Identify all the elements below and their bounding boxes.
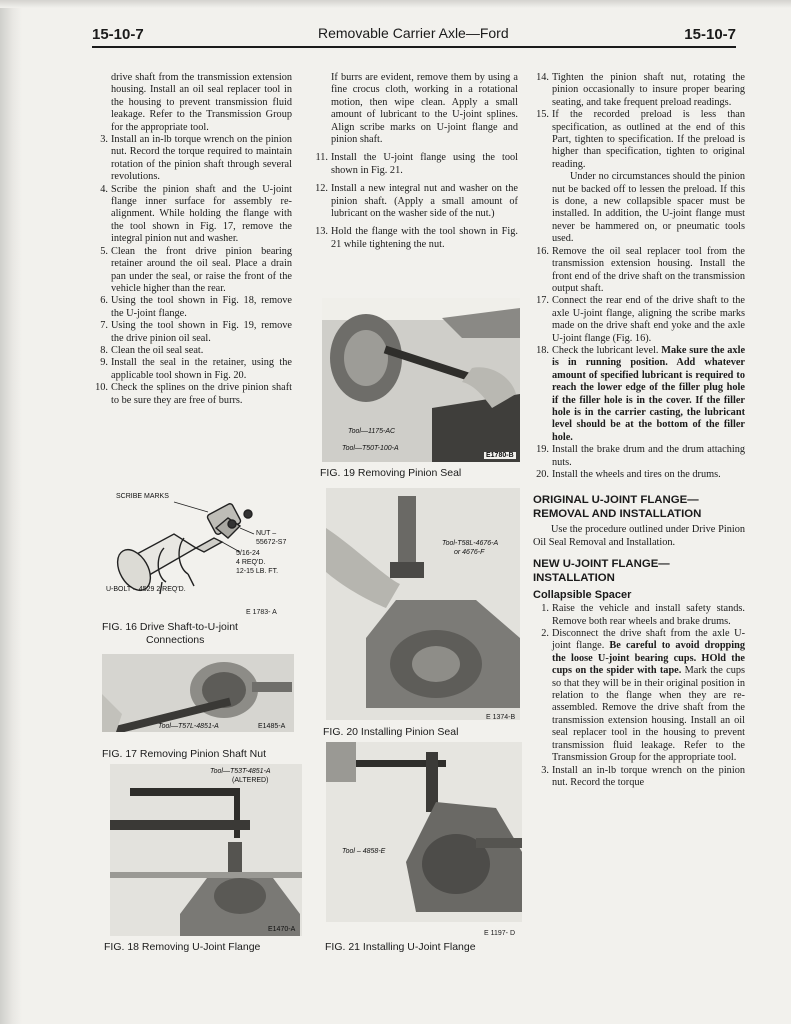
page-top-shadow xyxy=(0,0,791,8)
figure-20-photo xyxy=(326,488,520,720)
step-item: 10. Check the splines on the drive pinion shaft to be sure they are free of burrs. xyxy=(95,382,292,406)
fig17-caption: FIG. 17 Removing Pinion Shaft Nut xyxy=(102,748,266,760)
fig21-code: E 1197- D xyxy=(484,930,515,937)
step-item: 16. Remove the oil seal replacer tool from the transmission extension housing. Install the front end of the drive shaft on the transmission output shaft. xyxy=(536,245,745,294)
fig16-label-spec3: 12-15 LB. FT. xyxy=(236,568,279,575)
pinion-seal-removal-photo xyxy=(322,298,520,462)
fig20-caption: FIG. 20 Installing Pinion Seal xyxy=(323,726,459,738)
step-item: 14. Tighten the pinion shaft nut, rotating the pinion occasionally to insure proper bearing seating, and take frequent preload readings. xyxy=(536,72,745,108)
figure-17-photo xyxy=(102,654,294,732)
u-joint-flange-photo xyxy=(110,764,302,936)
section-text-original-flange: Use the procedure outlined under Drive Pinion Oil Seal Removal and Installation. xyxy=(533,524,745,548)
step-item: 7. Using the tool shown in Fig. 19, remove the drive pinion oil seal. xyxy=(100,320,292,344)
fig19-tool-label-2: Tool—T50T-100-A xyxy=(342,445,399,452)
running-title: Removable Carrier Axle—Ford xyxy=(318,25,509,41)
fig21-tool-label: Tool – 4858-E xyxy=(342,848,386,855)
step-item: 2. Disconnect the drive shaft from the axle U-joint flange. Be careful to avoid dropping the loose U-joint bearing cups. HOld the cups on the spider with tape. Mark the cups so that they will be in their original position in relation to the flange when they are re-assembled. Remove the drive shaft from the transmission extension housing. Install an oil seal replacer tool in the housing to prevent transmission fluid leakage. Refer to the Transmission Group for the appropriate tool. xyxy=(541,628,746,764)
fig20-tool-label-2: or 4676-F xyxy=(454,549,485,556)
fig16-label-scribe: SCRIBE MARKS xyxy=(116,493,169,500)
header-rule xyxy=(92,46,736,48)
fig19-code: E1780-B xyxy=(486,452,514,459)
fig16-label-nut: NUT – xyxy=(256,530,277,537)
figure-16-diagram xyxy=(104,490,304,618)
fig16-code: E 1783- A xyxy=(246,609,277,616)
step-item: 5. Clean the front drive pinion bearing retainer around the oil seal. Place a drain pan under the seal, or raise the front of the vehicle higher than the rear. xyxy=(100,245,292,294)
fig18-tool-label: Tool—T53T-4851-A xyxy=(210,768,271,775)
fig18-caption: FIG. 18 Removing U-Joint Flange xyxy=(104,941,261,953)
step-item: 3. Install an in-lb torque wrench on the pinion nut. Record the torque xyxy=(541,764,745,788)
step-item: 20. Install the wheels and tires on the drums. xyxy=(536,469,721,480)
fig17-code: E1485-A xyxy=(258,723,286,730)
fig20-tool-label-1: Tool-T58L-4676-A xyxy=(442,540,499,547)
page-binding-edge xyxy=(0,0,22,1024)
step-item: 4. Scribe the pinion shaft and the U-joint flange inner surface for assembly re-alignment. While holding the flange with the tool shown in Fig. 17, remove the integral pinion nut and washer. xyxy=(100,183,292,245)
fig20-code: E 1374-B xyxy=(486,714,516,721)
page-number-left: 15-10-7 xyxy=(92,26,144,43)
col1-steps xyxy=(92,134,292,407)
fig16-label-ubolt: U-BOLT – 4529 2 REQ'D. xyxy=(106,586,186,593)
section-heading-original-flange: ORIGINAL U-JOINT FLANGE—REMOVAL AND INSTALLATION xyxy=(533,494,702,521)
preload-note: Under no circumstances should the pinion nut be backed off to lessen the preload. If this is done, a new collapsible spacer must be installed. In addition, the U-joint flange must never be hammered on, or pneumatic tools used. xyxy=(552,171,745,245)
column-2-text xyxy=(312,72,518,251)
page-header xyxy=(92,22,736,44)
step-item: 9. Install the seal in the retainer, using the applicable tool shown in Fig. 20. xyxy=(100,357,292,381)
fig16-label-spec2: 4 REQ'D. xyxy=(236,559,266,566)
step-item: 13. Hold the flange with the tool shown in Fig. 21 while tightening the nut. xyxy=(315,226,518,250)
u-joint-drawing xyxy=(104,490,304,618)
fig19-caption: FIG. 19 Removing Pinion Seal xyxy=(320,467,462,479)
u-joint-flange-install-photo xyxy=(326,742,522,922)
fig17-tool-label: Tool—T57L-4851-A xyxy=(158,723,219,730)
step-item: 3. Install an in-lb torque wrench on the pinion nut. Record the torque required to maintain rotation of the pinion shaft through several revolutions. xyxy=(100,134,292,183)
figure-18-photo xyxy=(110,764,302,936)
step-item: 6. Using the tool shown in Fig. 18, remove the U-joint flange. xyxy=(100,295,292,319)
figure-21-photo xyxy=(326,742,522,922)
pinion-nut-photo xyxy=(102,654,294,732)
pinion-seal-install-photo xyxy=(326,488,520,720)
step-item: 18. Check the lubricant level. Make sure the axle is in running position. Add whatever amount of specified lubricant is required to reach the lower edge of the filler plug hole if the filler hole is in the cover. If the filler hole is in the carrier casting, the lubricant level should be at the bottom of the filler hole. xyxy=(536,344,746,443)
fig18-code: E1470-A xyxy=(268,926,296,933)
step-item: 11. Install the U-joint flange using the tool shown in Fig. 21. xyxy=(315,152,518,176)
fig16-caption: FIG. 16 Drive Shaft-to-U-joint Connections xyxy=(102,621,238,646)
step-item: 12. Install a new integral nut and washer on the pinion shaft. (Apply a small amount of lubricant on the washer side of the nut.) xyxy=(315,183,518,220)
step-item: 19. Install the brake drum and the drum attaching nuts. xyxy=(536,444,745,468)
step-item: 1. Raise the vehicle and install safety stands. Remove both rear wheels and brake drums. xyxy=(541,603,745,627)
column-1-text xyxy=(92,72,292,407)
fig16-label-nut-part: 55672-S7 xyxy=(256,539,287,546)
column-3-text xyxy=(533,72,745,789)
col1-intro: drive shaft from the transmission extension housing. Install an oil seal replacer tool in the housing to prevent transmission fluid leakage. Refer to the Transmission Group for the appropriate tool. xyxy=(111,72,292,133)
col2-intro: If burrs are evident, remove them by using a fine crocus cloth, working in a rotational motion, then wipe clean. Apply a small amount of lubricant to the U-joint splines. Align scribe marks on U-joint flange and pinion shaft. xyxy=(331,72,518,146)
fig21-caption: FIG. 21 Installing U-Joint Flange xyxy=(325,941,476,953)
fig16-label-spec1: 5/16-24 xyxy=(236,550,260,557)
fig19-tool-label-1: Tool—1175-AC xyxy=(348,428,396,435)
fig18-tool-label-2: (ALTERED) xyxy=(232,777,269,784)
section-heading-new-flange: NEW U-JOINT FLANGE—INSTALLATION xyxy=(533,558,670,585)
step-item: 8. Clean the oil seal seat. xyxy=(100,344,204,356)
step-item: 17. Connect the rear end of the drive shaft to the axle U-joint flange, aligning the scribe marks made on the drive shaft end yoke and the axle U-joint flange (Fig. 16). xyxy=(536,295,745,344)
step-item: 15. If the recorded preload is less than specification, as outlined at the end of this Part, tighten to specification. If the preload is higher than specification, tighten to original reading. xyxy=(536,109,745,170)
page-number-right: 15-10-7 xyxy=(684,26,736,43)
subheading-collapsible-spacer: Collapsible Spacer xyxy=(533,589,632,602)
figure-19-photo xyxy=(322,298,520,462)
